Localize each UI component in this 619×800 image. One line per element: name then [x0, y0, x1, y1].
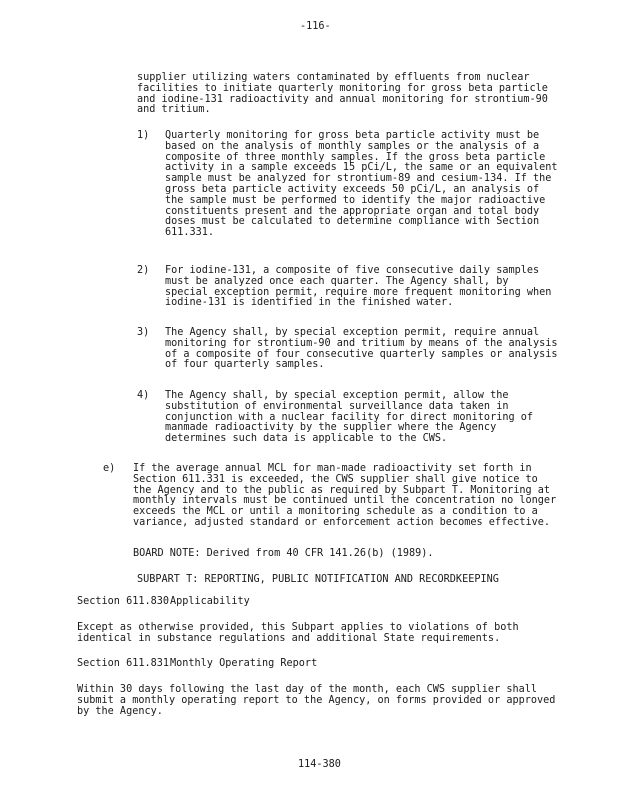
- subpart-heading: SUBPART T: REPORTING, PUBLIC NOTIFICATION AND RECORDKEEPING: [137, 574, 499, 585]
- item-text: The Agency shall, by special exception permit, allow the substitution of environmental surveillance data taken in conjunction with a nuclear facility for direct monitoring of manmade radioactivity by the supplier where the Agency determines such data is applicable to the CWS.: [165, 390, 534, 445]
- section-heading: [77, 596, 250, 608]
- section-number: Section 611.830: [77, 596, 170, 607]
- page-number-top: -116-: [300, 21, 331, 32]
- lead-paragraph: supplier utilizing waters contaminated by effluents from nuclear facilities to initiate quarterly monitoring for gross beta particle and iodine-131 radioactivity and annual monitoring for strontium-90 and tritium.: [137, 72, 548, 116]
- section-body: Within 30 days following the last day of the month, each CWS supplier shall submit a monthly operating report to the Agency, on forms provided or approved by the Agency.: [77, 684, 556, 717]
- paragraph-e-label: e): [103, 463, 116, 474]
- item-number: 2): [137, 265, 150, 276]
- section-title: Applicability: [170, 596, 250, 607]
- item-text: For iodine-131, a composite of five consecutive daily samples must be analyzed once each quarter. The Agency shall, by special exception permit, require more frequent monitoring when iodine-131 is identified in the finished water.: [165, 265, 552, 309]
- item-text: Quarterly monitoring for gross beta particle activity must be based on the analysis of monthly samples or the analysis of a composite of three monthly samples. If the gross beta particle activity in a sample exceeds 15 pCi/L, the same or an equivalent sample must be analyzed for strontium-89 and cesium-134. If the gross beta particle activity exceeds 50 pCi/L, an analysis of the sample must be performed to identify the major radioactive constituents present and the appropriate organ and total body doses must be calculated to determine compliance with Section 611.331.: [165, 130, 558, 239]
- item-number: 3): [137, 327, 150, 338]
- item-number: 4): [137, 390, 150, 401]
- item-text: The Agency shall, by special exception permit, require annual monitoring for strontium-90 and tritium by means of the analysis of a composite of four consecutive quarterly samples or analysis of four quarterly samples.: [165, 327, 558, 371]
- paragraph-e-text: If the average annual MCL for man-made radioactivity set forth in Section 611.331 is exceeded, the CWS supplier shall give notice to the Agency and to the public as required by Subpart T. Monitoring at monthly intervals must be continued until the concentration no longer exceeds the MCL or until a monitoring schedule as a condition to a variance, adjusted standard or enforcement action becomes effective.: [133, 463, 557, 528]
- section-body: Except as otherwise provided, this Subpart applies to violations of both identical in substance regulations and additional State requirements.: [77, 622, 519, 644]
- section-number: Section 611.831: [77, 658, 170, 669]
- page-number-bottom: 114-380: [298, 759, 341, 770]
- section-title: Monthly Operating Report: [170, 658, 318, 669]
- board-note: BOARD NOTE: Derived from 40 CFR 141.26(b) (1989).: [133, 548, 434, 559]
- section-heading: [77, 658, 318, 670]
- item-number: 1): [137, 130, 150, 141]
